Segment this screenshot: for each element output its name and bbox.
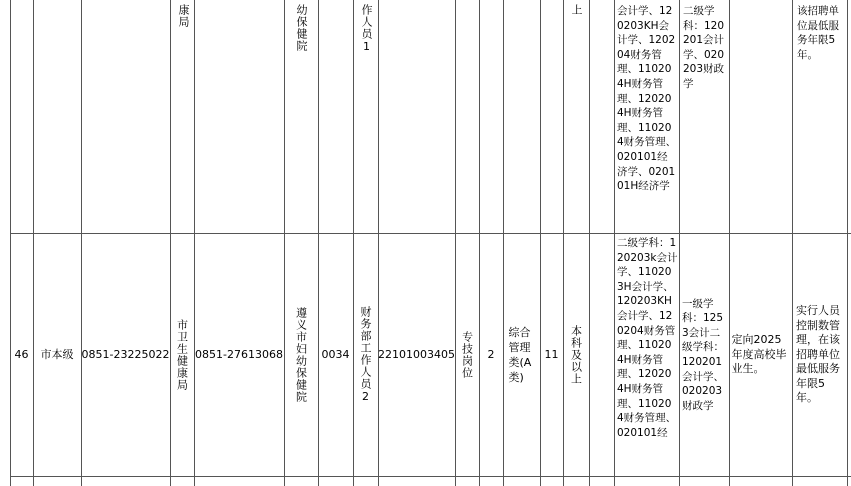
major-cell: 二级学科：120203k会计学、110203H会计学、120203KH会计学、120204财务管理、110204H财务管理、120204H财务管理、110204财务管理、020101经 [617,237,678,439]
exam-text: 综合管理类(A类) [508,326,532,384]
other-cell [792,234,847,476]
unit-text: 遵义市妇幼保健院 [294,307,308,403]
column-line [589,0,590,486]
major-alt-cell [679,234,729,476]
post-type-cell [455,234,479,476]
other-text: 实行人员控制数管理，在该招聘单位最低服务年限5年。 [796,303,840,405]
major-alt-cell: 二级学科：120201会计学、020203财政学 [683,5,725,90]
post-name-cell: 作人员1 [360,4,373,54]
post-name-text: 财务部工作人员2 [359,306,372,404]
major-alt-text: 一级学科：1253会计二级学科：120201会计学、020203财政学 [682,297,724,412]
unit-code-cell: 0034 [321,348,350,361]
target-text: 定向2025年度高校毕业生。 [731,333,787,376]
dept-phone-cell: 0851-23225022 [81,348,170,361]
exam-cell [503,234,540,476]
row-divider [10,476,851,477]
target-cell [729,234,792,476]
post-name-cell [353,234,378,476]
column-line [847,0,848,486]
unit-cell: 幼保健院 [295,4,308,52]
education-cell [563,234,589,476]
exam-code-cell: 11 [544,348,559,361]
unit-phone-cell: 0851-27613068 [195,348,283,361]
other-cell: 该招聘单位最低服务年限5年。 [797,5,839,61]
post-type-text: 专技岗位 [460,331,474,379]
unit-cell [284,234,318,476]
education-text: 本科及以上 [569,325,583,385]
column-line [614,0,615,486]
dept-cell [170,234,194,476]
level-cell: 市本级 [40,348,74,361]
count-cell: 2 [487,348,495,361]
index-cell: 46 [14,348,29,361]
dept-text: 市卫生健康局 [175,319,189,391]
major-cell: 会计学、120203KH会计学、120204财务管理、110204H财务管理、120204H财务管理、110204财务管理、020101经济学、020101H经济学 [617,5,677,193]
dept-cell: 康局 [177,4,190,28]
post-code-cell: 22101003405 [378,348,455,361]
education-cell: 上 [570,4,583,16]
